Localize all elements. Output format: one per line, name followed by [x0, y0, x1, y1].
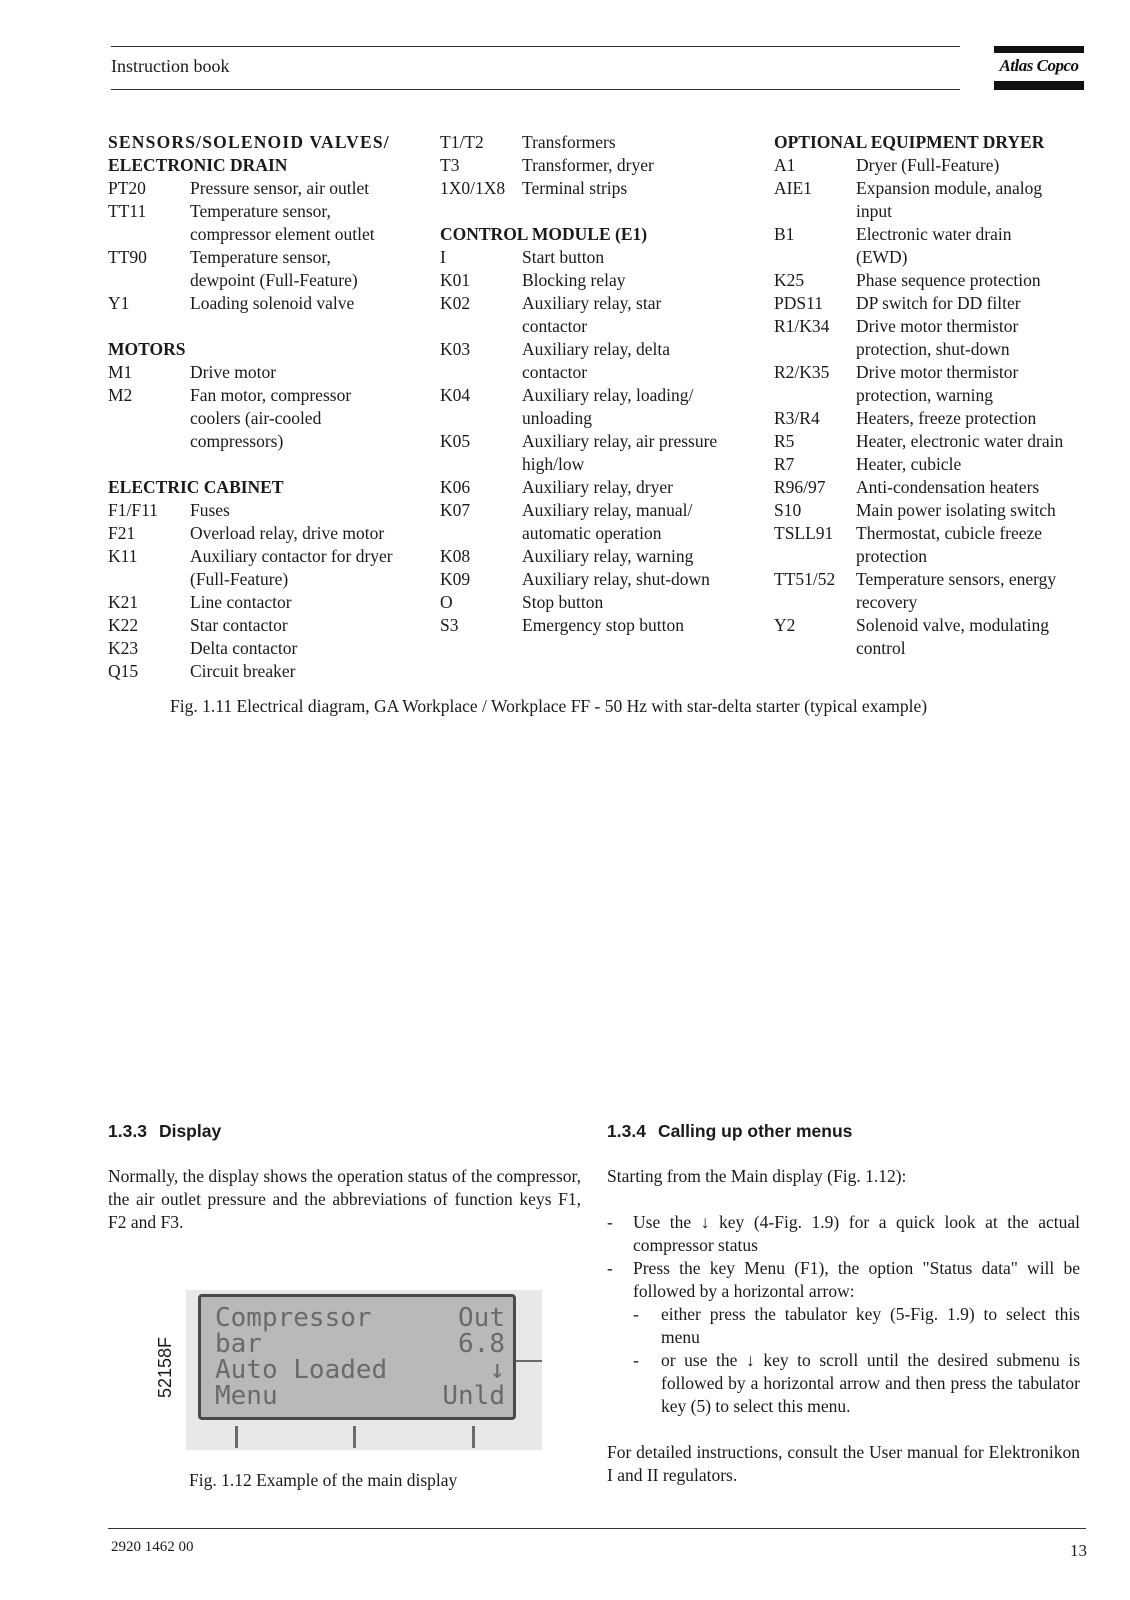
lcd-side-marker: [516, 1360, 542, 1362]
legend-code: Y1: [108, 293, 130, 313]
legend-column-1: [108, 131, 428, 683]
legend-row: [440, 154, 758, 177]
legend-row: [774, 177, 1094, 223]
legend-description-line: Heaters, freeze protection: [856, 408, 1037, 428]
document-number: 2920 1462 00: [111, 1539, 194, 1555]
legend-description-line: unloading: [522, 408, 592, 428]
legend-code: AIE1: [774, 178, 812, 198]
legend-description: [190, 660, 428, 683]
legend-description: [190, 200, 428, 246]
legend-row: [774, 407, 1094, 430]
legend-description-line: Fan motor, compressor: [190, 385, 352, 405]
legend-heading: CONTROL MODULE (E1): [440, 224, 648, 244]
legend-description-line: Transformers: [522, 132, 616, 152]
legend-description-line: coolers (air-cooled: [190, 408, 322, 428]
figure-1-12-caption: Fig. 1.12 Example of the main display: [189, 1470, 458, 1490]
legend-code: T3: [440, 155, 460, 175]
legend-column-2: [440, 131, 758, 637]
legend-row: [774, 269, 1094, 292]
legend-description-line: Pressure sensor, air outlet: [190, 178, 370, 198]
legend-code: K02: [440, 293, 471, 313]
legend-code: B1: [774, 224, 795, 244]
legend-row: [440, 131, 758, 154]
legend-description-line: Temperature sensors, energy: [856, 569, 1057, 589]
legend-description-line: Auxiliary relay, warning: [522, 546, 694, 566]
legend-row: [440, 292, 758, 338]
legend-code: PDS11: [774, 293, 823, 313]
legend-row: [440, 430, 758, 476]
legend-description-line: Fuses: [190, 500, 230, 520]
legend-code: A1: [774, 155, 796, 175]
legend-description: [190, 591, 428, 614]
legend-description-line: Circuit breaker: [190, 661, 296, 681]
legend-row: [108, 637, 428, 660]
legend-description-line: protection, shut-down: [856, 339, 1010, 359]
legend-code: K21: [108, 592, 139, 612]
legend-code: K05: [440, 431, 471, 451]
lcd-line-3: Auto Loaded ↓: [215, 1355, 505, 1385]
legend-row: [108, 660, 428, 683]
legend-row: [440, 269, 758, 292]
legend-description: [190, 361, 428, 384]
legend-description-line: Anti-condensation heaters: [856, 477, 1040, 497]
legend-description: [190, 499, 428, 522]
legend-heading: ELECTRONIC DRAIN: [108, 155, 288, 175]
legend-description-line: protection: [856, 546, 927, 566]
legend-description-line: Emergency stop button: [522, 615, 685, 635]
header-title: Instruction book: [111, 56, 230, 76]
legend-description-line: Drive motor thermistor: [856, 362, 1019, 382]
legend-description: [190, 246, 428, 292]
legend-description-line: Delta contactor: [190, 638, 298, 658]
legend-description-line: Terminal strips: [522, 178, 628, 198]
image-code: 52158F: [155, 1336, 175, 1398]
legend-code: R2/K35: [774, 362, 830, 382]
legend-description-line: Phase sequence protection: [856, 270, 1041, 290]
legend-row: [108, 292, 428, 315]
legend-row: [440, 499, 758, 545]
legend-row: [774, 522, 1094, 568]
legend-column-3: [774, 131, 1094, 660]
legend-description: [522, 568, 758, 591]
menus-closing-paragraph: For detailed instructions, consult the User manual for Elektronikon I and II regulators.: [607, 1442, 1080, 1485]
legend-description-line: Temperature sensor,: [190, 247, 331, 267]
legend-description: [522, 338, 758, 384]
legend-code: PT20: [108, 178, 146, 198]
legend-description-line: Dryer (Full-Feature): [856, 155, 1000, 175]
legend-description-line: Auxiliary relay, dryer: [522, 477, 673, 497]
legend-heading: ELECTRIC CABINET: [108, 477, 284, 497]
legend-description-line: Start button: [522, 247, 605, 267]
legend-description: [522, 246, 758, 269]
legend-row: [774, 315, 1094, 361]
legend-description-line: compressors): [190, 431, 284, 451]
legend-description: [856, 522, 1094, 568]
legend-row: [440, 614, 758, 637]
legend-description: [190, 614, 428, 637]
legend-description-line: Star contactor: [190, 615, 288, 635]
legend-row: [774, 453, 1094, 476]
lcd-screen: [198, 1294, 516, 1420]
legend-description-line: contactor: [522, 362, 588, 382]
legend-description: [856, 614, 1094, 660]
section-menus-heading: [607, 1121, 852, 1142]
main-display-image: [186, 1290, 542, 1450]
legend-description: [856, 177, 1094, 223]
legend-code: K06: [440, 477, 471, 497]
legend-description: [522, 177, 758, 200]
legend-description-line: Drive motor thermistor: [856, 316, 1019, 336]
function-key-f2-marker: [353, 1426, 356, 1448]
legend-description: [522, 614, 758, 637]
legend-code: R7: [774, 454, 795, 474]
legend-row: [440, 591, 758, 614]
section-number: 1.3.3: [108, 1121, 147, 1141]
figure-1-11-caption: Fig. 1.11 Electrical diagram, GA Workplace / Workplace FF - 50 Hz with star-delta starter (typical example): [170, 696, 928, 716]
menus-bullet-list: [607, 1211, 1080, 1418]
legend-row: [108, 522, 428, 545]
legend-description: [856, 499, 1094, 522]
legend-row: [774, 223, 1094, 269]
legend-description: [856, 292, 1094, 315]
header-top-rule: [111, 46, 960, 47]
legend-code: M1: [108, 362, 133, 382]
legend-description: [522, 476, 758, 499]
list-subitem: - or use the ↓ key to scroll until the desired submenu is followed by a horizontal arrow and then press the tabulator key (5) to select this menu.: [633, 1350, 1080, 1416]
legend-description: [856, 269, 1094, 292]
legend-code: K01: [440, 270, 471, 290]
legend-row: [108, 177, 428, 200]
legend-description-line: Overload relay, drive motor: [190, 523, 385, 543]
legend-row: [440, 338, 758, 384]
legend-code: K04: [440, 385, 471, 405]
legend-description-line: (EWD): [856, 247, 908, 267]
legend-row: [108, 591, 428, 614]
legend-description-line: control: [856, 638, 906, 658]
legend-row: [108, 614, 428, 637]
legend-row: [774, 361, 1094, 407]
lcd-line-4: Menu Unld: [215, 1381, 505, 1411]
legend-code: K23: [108, 638, 139, 658]
legend-description-line: Line contactor: [190, 592, 292, 612]
legend-code: R96/97: [774, 477, 826, 497]
legend-description: [856, 568, 1094, 614]
legend-description: [856, 315, 1094, 361]
legend-description-line: dewpoint (Full-Feature): [190, 270, 358, 290]
legend-description: [522, 269, 758, 292]
legend-row: [108, 361, 428, 384]
legend-description: [522, 384, 758, 430]
section-title: Calling up other menus: [657, 1121, 853, 1141]
legend-description-line: protection, warning: [856, 385, 994, 405]
legend-code: F1/F11: [108, 500, 158, 520]
legend-description: [522, 591, 758, 614]
legend-row: [440, 246, 758, 269]
legend-code: K11: [108, 546, 138, 566]
legend-description-line: Stop button: [522, 592, 604, 612]
legend-code: TT51/52: [774, 569, 836, 589]
header-bottom-rule: [111, 89, 960, 90]
legend-code: R5: [774, 431, 795, 451]
legend-description: [856, 361, 1094, 407]
legend-description-line: Auxiliary relay, shut-down: [522, 569, 710, 589]
legend-code: Y2: [774, 615, 796, 635]
legend-description: [856, 223, 1094, 269]
legend-row: [774, 476, 1094, 499]
legend-description-line: Auxiliary relay, star: [522, 293, 662, 313]
legend-description-line: Auxiliary contactor for dryer: [190, 546, 393, 566]
legend-description: [522, 292, 758, 338]
legend-description-line: Drive motor: [190, 362, 277, 382]
legend-description: [522, 499, 758, 545]
down-arrow-icon: ↓: [489, 1355, 505, 1385]
legend-row: [774, 614, 1094, 660]
legend-heading: SENSORS/SOLENOID VALVES/: [108, 132, 390, 152]
legend-code: K03: [440, 339, 471, 359]
legend-code: 1X0/1X8: [440, 178, 506, 198]
legend-description: [190, 177, 428, 200]
legend-row: [774, 292, 1094, 315]
legend-row: [440, 177, 758, 200]
menus-intro: Starting from the Main display (Fig. 1.12):: [607, 1166, 907, 1186]
legend-row: [108, 499, 428, 522]
legend-description-line: contactor: [522, 316, 588, 336]
legend-description-line: Blocking relay: [522, 270, 626, 290]
legend-row: [440, 545, 758, 568]
legend-description-line: Auxiliary relay, manual/: [522, 500, 693, 520]
legend-code: R3/R4: [774, 408, 820, 428]
function-key-f1-marker: [235, 1426, 238, 1448]
legend-description-line: Auxiliary relay, air pressure: [522, 431, 718, 451]
legend-row: [774, 154, 1094, 177]
legend-row: [108, 246, 428, 292]
legend-description-line: input: [856, 201, 892, 221]
lcd-line-2: bar 6.8: [215, 1329, 505, 1359]
legend-code: K22: [108, 615, 139, 635]
list-subitem: - either press the tabulator key (5-Fig. 1.9) to select this menu: [633, 1304, 1080, 1347]
legend-description-line: Heater, cubicle: [856, 454, 962, 474]
legend-description-line: Loading solenoid valve: [190, 293, 355, 313]
section-title: Display: [158, 1121, 222, 1141]
legend-code: S3: [440, 615, 459, 635]
legend-description: [522, 131, 758, 154]
legend-description: [190, 637, 428, 660]
brand-logo: [994, 46, 1084, 90]
legend-description-line: Auxiliary relay, loading/: [522, 385, 694, 405]
legend-description: [522, 430, 758, 476]
legend-row: [108, 384, 428, 453]
legend-description-line: Auxiliary relay, delta: [522, 339, 671, 359]
legend-description-line: Transformer, dryer: [522, 155, 654, 175]
legend-code: K08: [440, 546, 471, 566]
legend-description-line: Temperature sensor,: [190, 201, 331, 221]
legend-description-line: automatic operation: [522, 523, 662, 543]
legend-description-line: recovery: [856, 592, 918, 612]
footer-rule: [108, 1528, 1086, 1529]
legend-description-line: Heater, electronic water drain: [856, 431, 1064, 451]
display-paragraph: Normally, the display shows the operation status of the compressor, the air outlet pressure and the abbreviations of function keys F1, F2 and F3.: [108, 1166, 582, 1232]
legend-description-line: Electronic water drain: [856, 224, 1012, 244]
legend-code: K07: [440, 500, 471, 520]
list-item: - Use the ↓ key (4-Fig. 1.9) for a quick look at the actual compressor status: [607, 1212, 1080, 1255]
legend-description-line: DP switch for DD filter: [856, 293, 1021, 313]
legend-code: TT90: [108, 247, 147, 267]
legend-row: [108, 545, 428, 591]
legend-description-line: Main power isolating switch: [856, 500, 1056, 520]
legend-description-line: Thermostat, cubicle freeze: [856, 523, 1043, 543]
legend-description: [522, 545, 758, 568]
legend-description: [190, 545, 428, 591]
legend-description: [856, 154, 1094, 177]
legend-row: [108, 200, 428, 246]
legend-description-line: compressor element outlet: [190, 224, 375, 244]
legend-description: [522, 154, 758, 177]
brand-logo-text: Atlas Copco: [999, 56, 1079, 75]
legend-code: TSLL91: [774, 523, 834, 543]
section-display-heading: [108, 1121, 221, 1142]
legend-code: O: [440, 592, 453, 612]
legend-row: [774, 499, 1094, 522]
legend-heading: MOTORS: [108, 339, 186, 359]
legend-code: K09: [440, 569, 471, 589]
legend-code: I: [440, 247, 446, 267]
legend-description: [856, 476, 1094, 499]
lcd-line-1: Compressor Out: [215, 1303, 505, 1333]
legend-row: [440, 476, 758, 499]
legend-description-line: high/low: [522, 454, 585, 474]
legend-description-line: Solenoid valve, modulating: [856, 615, 1049, 635]
legend-description: [190, 292, 428, 315]
legend-row: [774, 568, 1094, 614]
legend-code: R1/K34: [774, 316, 830, 336]
legend-heading: OPTIONAL EQUIPMENT DRYER: [774, 132, 1045, 152]
legend-description: [190, 522, 428, 545]
legend-code: Q15: [108, 661, 139, 681]
function-key-f3-marker: [472, 1426, 475, 1448]
section-number: 1.3.4: [607, 1121, 646, 1141]
legend-code: S10: [774, 500, 802, 520]
legend-code: TT11: [108, 201, 147, 221]
legend-row: [440, 384, 758, 430]
page-number: 13: [1070, 1541, 1087, 1560]
legend-code: M2: [108, 385, 133, 405]
legend-description-line: (Full-Feature): [190, 569, 289, 589]
legend-description-line: Expansion module, analog: [856, 178, 1043, 198]
legend-description: [856, 430, 1094, 453]
legend-description: [856, 407, 1094, 430]
legend-row: [774, 430, 1094, 453]
legend-code: K25: [774, 270, 805, 290]
legend-code: F21: [108, 523, 136, 543]
legend-code: T1/T2: [440, 132, 484, 152]
legend-description: [856, 453, 1094, 476]
legend-description: [190, 384, 428, 453]
legend-row: [440, 568, 758, 591]
list-item: - Press the key Menu (F1), the option "Status data" will be followed by a horizontal arrow:: [607, 1258, 1080, 1301]
